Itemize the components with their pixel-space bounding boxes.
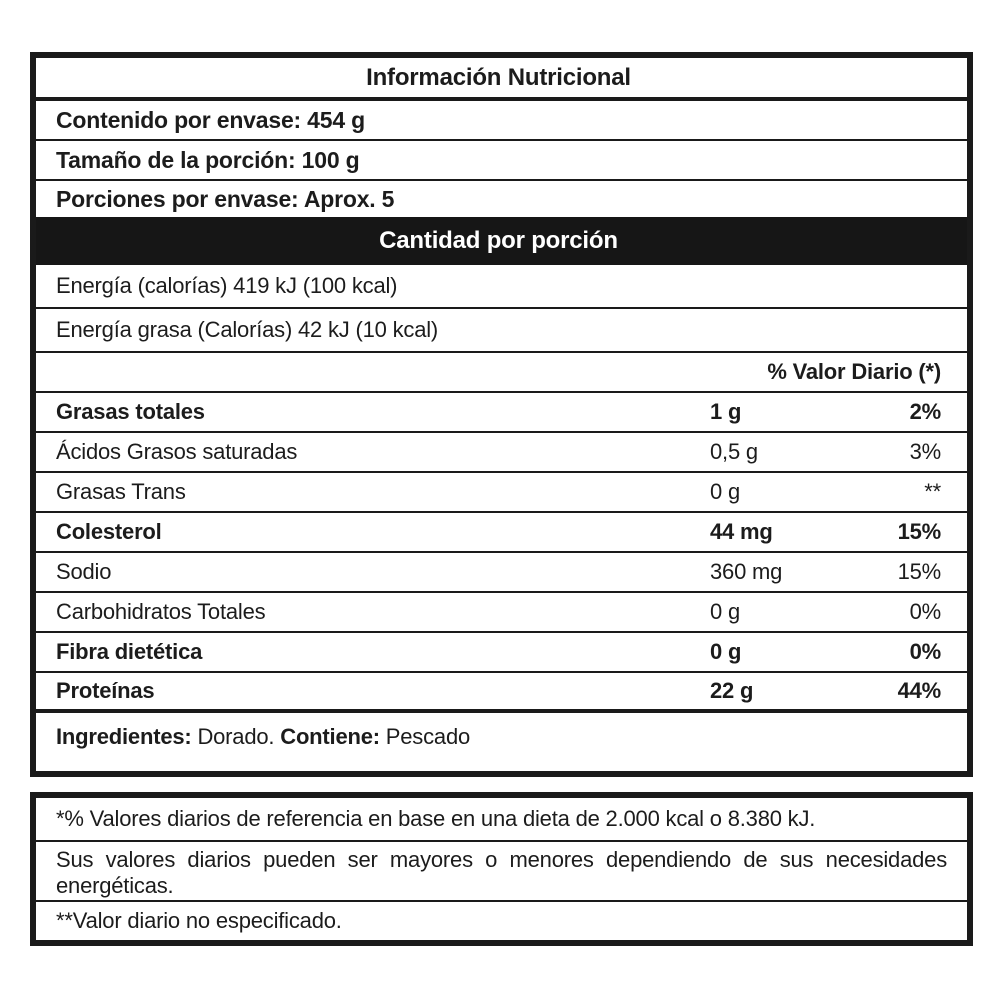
amount-per-serving-header: Cantidad por porción [36, 217, 967, 265]
nutrient-name: Grasas Trans [56, 479, 186, 504]
nutrient-name: Colesterol [56, 519, 162, 544]
nutrient-name: Sodio [56, 559, 112, 584]
nutrient-row-saturated-fat [36, 433, 967, 473]
nutrient-amount: 22 g [710, 678, 754, 703]
footnotes-panel [30, 792, 973, 946]
nutrient-dv: 2% [909, 399, 941, 424]
ingredients-row [36, 713, 967, 761]
nutrient-dv: 3% [909, 439, 941, 464]
nutrient-dv: 15% [897, 559, 941, 584]
nutrient-dv: 0% [909, 639, 941, 664]
nutrient-row-protein [36, 673, 967, 713]
nutrient-row-sodium [36, 553, 967, 593]
serving-size: Tamaño de la porción: 100 g [36, 141, 967, 181]
nutrient-dv: 44% [897, 678, 941, 703]
servings-per-package: Porciones por envase: Aprox. 5 [56, 185, 395, 212]
footnote-daily-values: *% Valores diarios de referencia en base en una dieta de 2.000 kcal o 8.380 kJ. [36, 798, 967, 842]
contains-label: Contiene: [280, 724, 380, 749]
nutrient-row-dietary-fiber [36, 633, 967, 673]
energy-fat-row: Energía grasa (Calorías) 42 kJ (10 kcal) [36, 309, 967, 353]
nutrient-amount: 0 g [710, 599, 740, 624]
nutrient-row-cholesterol [36, 513, 967, 553]
nutrient-dv: 0% [909, 599, 941, 624]
nutrient-row-total-fat [36, 393, 967, 433]
contains-value: Pescado [379, 724, 471, 749]
nutrient-name: Ácidos Grasos saturadas [56, 439, 298, 464]
nutrient-name: Proteínas [56, 678, 155, 703]
nutrient-dv: ** [924, 479, 941, 504]
nutrient-name: Fibra dietética [56, 639, 203, 664]
package-content: Contenido por envase: 454 g [36, 101, 967, 141]
nutrient-row-total-carbs [36, 593, 967, 633]
footnote-energy-needs: Sus valores diarios pueden ser mayores o menores dependiendo de sus necesidades energéticas. [36, 842, 967, 902]
nutrient-dv: 15% [897, 519, 941, 544]
nutrient-row-trans-fat [36, 473, 967, 513]
footnote-not-specified: **Valor diario no especificado. [56, 908, 342, 933]
nutrition-facts-panel [30, 52, 973, 777]
nutrient-amount: 1 g [710, 399, 742, 424]
daily-value-header: % Valor Diario (*) [36, 353, 967, 393]
nutrient-amount: 44 mg [710, 519, 773, 544]
nutrient-amount: 360 mg [710, 559, 783, 584]
ingredients-label: Ingredientes: [56, 724, 192, 749]
nutrient-amount: 0 g [710, 479, 740, 504]
panel-title: Información Nutricional [36, 58, 967, 101]
nutrient-amount: 0 g [710, 639, 742, 664]
ingredients-value: Dorado. [191, 724, 281, 749]
energy-row: Energía (calorías) 419 kJ (100 kcal) [36, 265, 967, 309]
nutrient-amount: 0,5 g [710, 439, 758, 464]
nutrient-name: Carbohidratos Totales [56, 599, 266, 624]
nutrient-name: Grasas totales [56, 399, 205, 424]
